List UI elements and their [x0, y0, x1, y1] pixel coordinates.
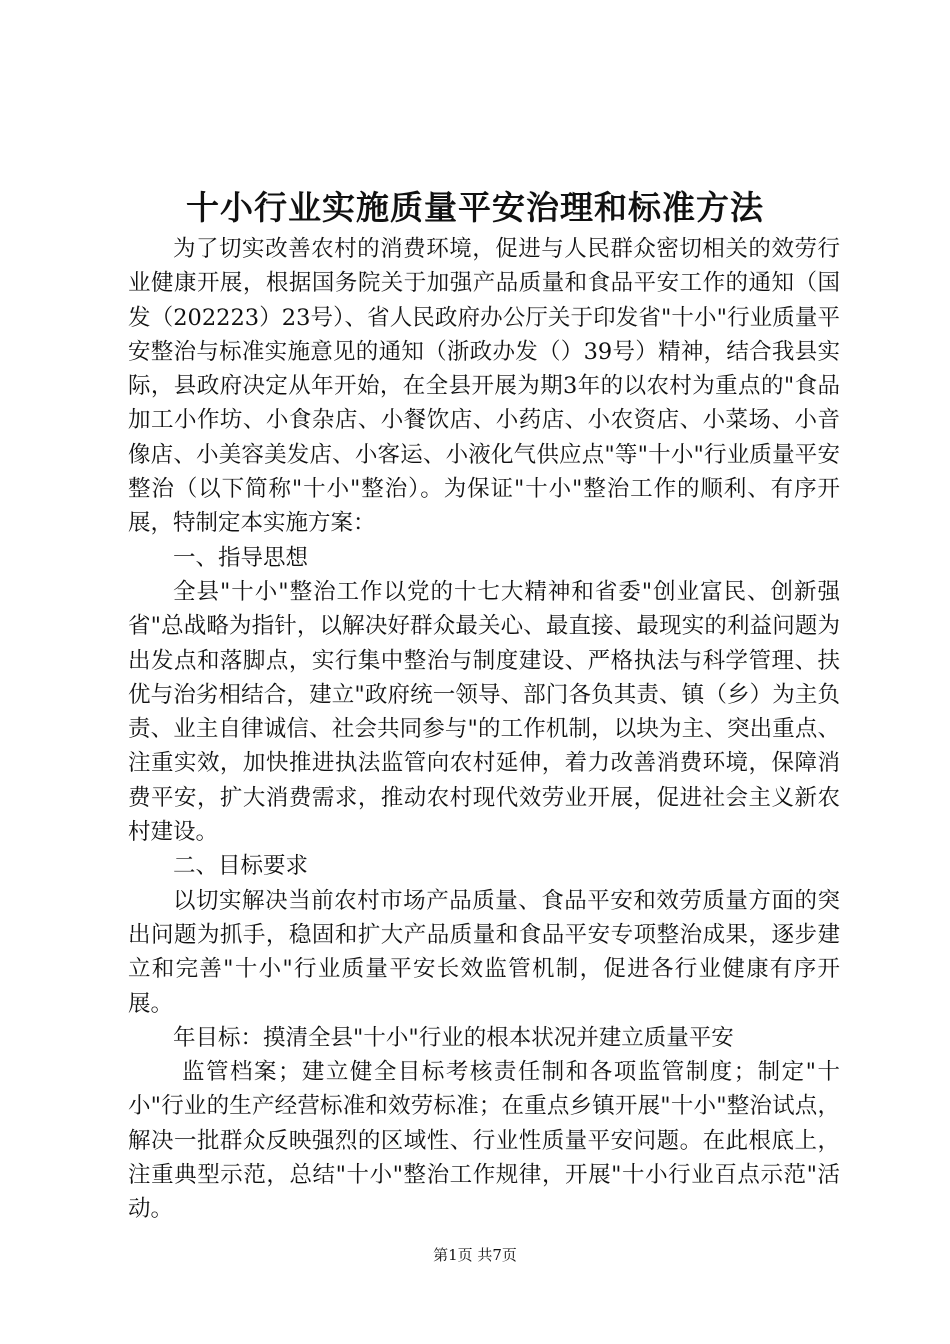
section-heading-guiding-thought: 一、指导思想: [173, 544, 309, 571]
annual-goal-paragraph: 年目标：摸清全县"十小"行业的根本状况并建立质量平安: [173, 1024, 734, 1051]
document-body: [128, 232, 840, 1227]
annual-goal-continuation: 监管档案；建立健全目标考核责任制和各项监管制度；制定"十小"行业的生产经营标准和效劳标准；在重点乡镇开展"十小"整治试点，解决一批群众反映强烈的区域性、行业性质量平安问题。在此根底上，注重典型示范，总结"十小"整治工作规律，开展"十小行业百点示范"活动。: [128, 1059, 840, 1223]
page-title: 十小行业实施质量平安治理和标准方法: [186, 188, 764, 227]
goals-paragraph: 以切实解决当前农村市场产品质量、食品平安和效劳质量方面的突出问题为抓手，稳固和扩大产品质量和食品平安专项整治成果，逐步建立和完善"十小"行业质量平安长效监管机制，促进各行业健康有序开展。: [128, 887, 840, 1017]
page-footer: 第1页 共7页: [433, 1246, 517, 1264]
intro-paragraph: 为了切实改善农村的消费环境，促进与人民群众密切相关的效劳行业健康开展，根据国务院关于加强产品质量和食品平安工作的通知（国发（202223）23号）、省人民政府办公厅关于印发省"十小"行业质量平安整治与标准实施意见的通知（浙政办发（）39号）精神，结合我县实际，县政府决定从年开始，在全县开展为期3年的以农村为重点的"食品加工小作坊、小食杂店、小餐饮店、小药店、小农资店、小菜场、小音像店、小美容美发店、小客运、小液化气供应点"等"十小"行业质量平安整治（以下简称"十小"整治）。为保证"十小"整治工作的顺利、有序开展，特制定本实施方案：: [128, 236, 840, 537]
guiding-thought-paragraph: 全县"十小"整治工作以党的十七大精神和省委"创业富民、创新强省"总战略为指针，以解决好群众最关心、最直接、最现实的利益问题为出发点和落脚点，实行集中整治与制度建设、严格执法与科学管理、扶优与治劣相结合，建立"政府统一领导、部门各负其责、镇（乡）为主负责、业主自律诚信、社会共同参与"的工作机制，以块为主、突出重点、注重实效，加快推进执法监管向农村延伸，着力改善消费环境，保障消费平安，扩大消费需求，推动农村现代效劳业开展，促进社会主义新农村建设。: [128, 578, 840, 846]
section-heading-goals: 二、目标要求: [173, 853, 309, 880]
